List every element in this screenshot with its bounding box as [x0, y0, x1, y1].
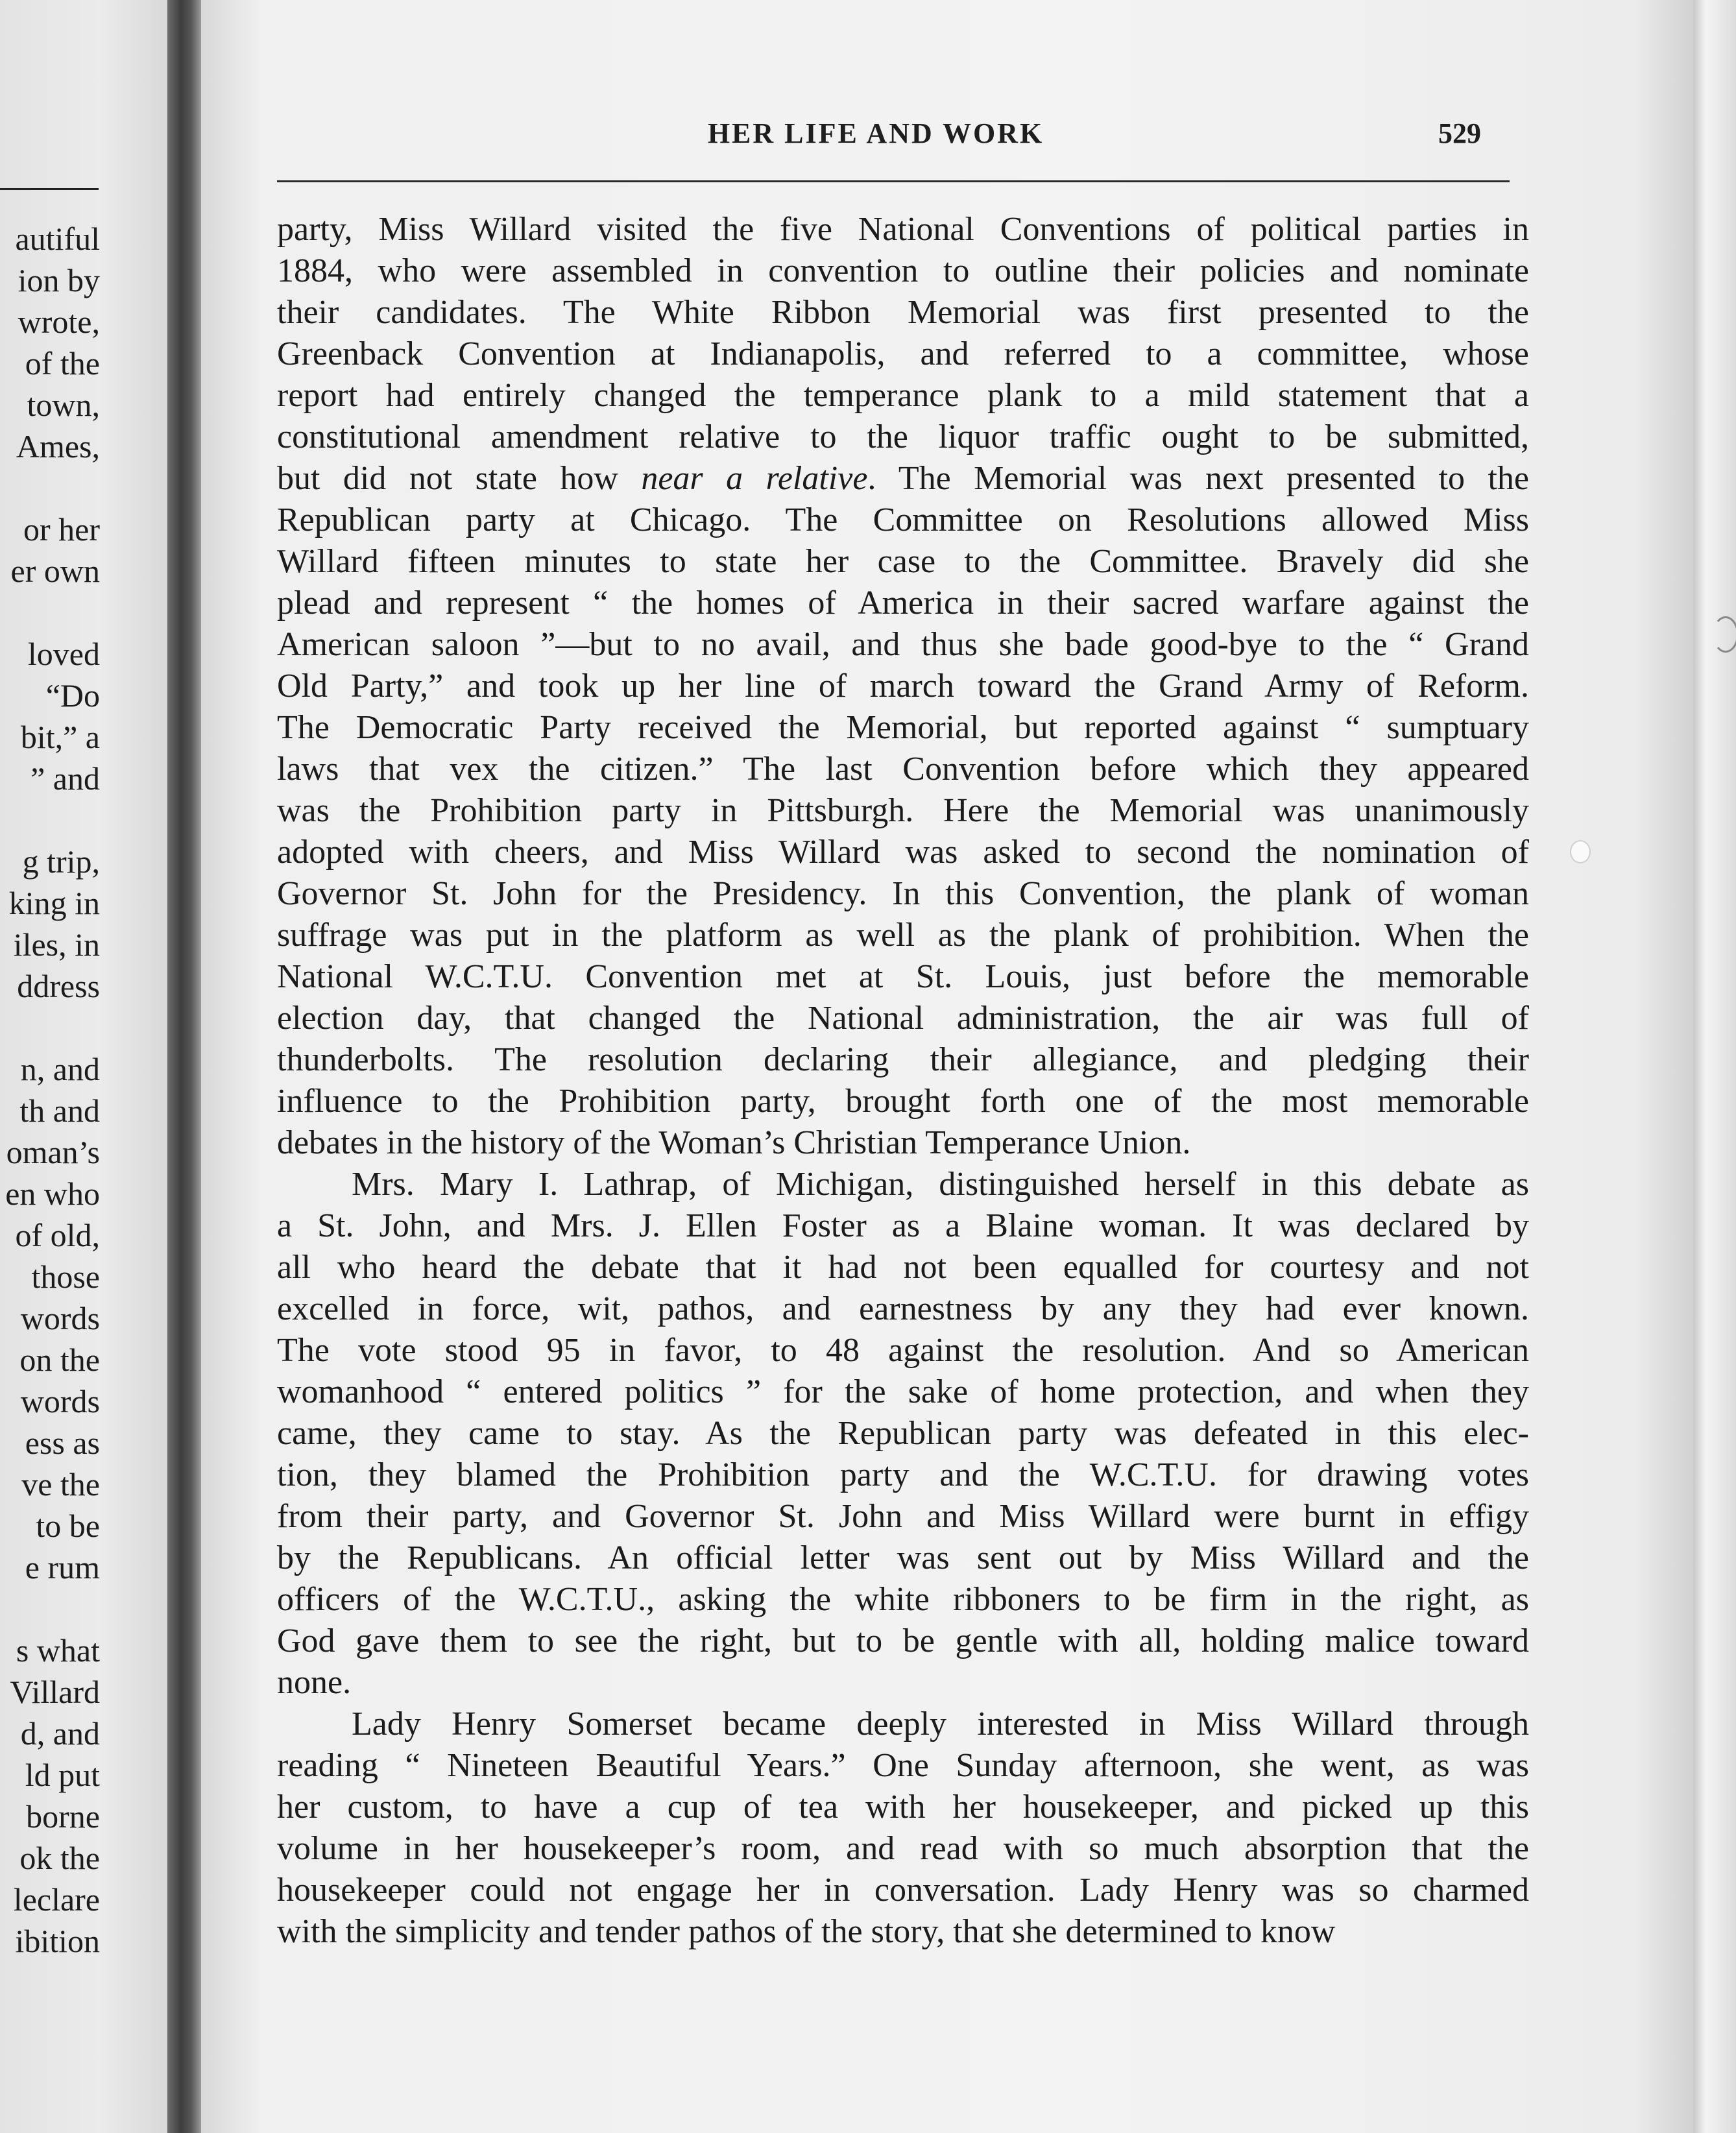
previous-page-fragment	[0, 0, 167, 2133]
left-paragraph-gap	[5, 467, 100, 509]
left-page-line: on the	[19, 1342, 100, 1378]
left-page-line: n, and	[20, 1051, 100, 1087]
left-page-line: words	[20, 1383, 100, 1419]
text-line: election day, that changed the National administration, the air was full of	[277, 1000, 1529, 1037]
left-page-line: town,	[27, 387, 100, 423]
text-line: thunderbolts. The resolution declaring their allegiance, and pledging their	[277, 1041, 1529, 1078]
text-line: The vote stood 95 in favor, to 48 against the resolution. And so American	[277, 1332, 1529, 1369]
left-page-line: loved	[27, 636, 100, 672]
text-line: by the Republicans. An official letter was sent out by Miss Willard and the	[277, 1539, 1529, 1576]
text-line: influence to the Prohibition party, brought forth one of the most memorable	[277, 1083, 1529, 1120]
left-page-line: oman’s	[6, 1134, 100, 1170]
paragraph	[277, 209, 1529, 1164]
text-line: laws that vex the citizen.” The last Convention before which they appeared	[277, 751, 1529, 788]
left-page-line: wrote,	[18, 304, 100, 340]
scan-artifact-spot	[1570, 840, 1591, 863]
text-line: debates in the history of the Woman’s Christian Temperance Union.	[277, 1124, 1191, 1161]
left-paragraph-gap	[5, 592, 100, 633]
left-page-line: ibition	[15, 1923, 100, 1959]
left-page-line: of old,	[15, 1217, 100, 1253]
left-page-line: ve the	[21, 1466, 100, 1502]
text-line: Lady Henry Somerset became deeply interested in Miss Willard through	[352, 1705, 1529, 1742]
scan-artifact-mark	[1713, 616, 1736, 653]
text-line: from their party, and Governor St. John and Miss Willard were burnt in effigy	[277, 1498, 1529, 1535]
text-line: Old Party,” and took up her line of march toward the Grand Army of Reform.	[277, 668, 1529, 705]
left-page-line: d, and	[20, 1715, 100, 1752]
left-page-line: g trip,	[22, 843, 100, 880]
left-page-line: ” and	[30, 760, 100, 797]
text-line: Greenback Convention at Indianapolis, and referred to a committee, whose	[277, 335, 1529, 372]
text-line: suffrage was put in the platform as well as the plank of prohibition. When the	[277, 917, 1529, 954]
left-page-line: leclare	[13, 1881, 100, 1918]
left-page-line: Ames,	[16, 428, 100, 464]
header-rule	[277, 180, 1510, 182]
text-line: National W.C.T.U. Convention met at St. Louis, just before the memorable	[277, 958, 1529, 995]
text-line: officers of the W.C.T.U., asking the white ribboners to be firm in the right, as	[277, 1581, 1529, 1618]
text-line: a St. John, and Mrs. J. Ellen Foster as a Blaine woman. It was declared by	[277, 1207, 1529, 1244]
left-page-line: ddress	[17, 968, 100, 1004]
left-page-line: Villard	[10, 1674, 100, 1710]
page-edge	[1693, 0, 1736, 2133]
left-page-line: “Do	[45, 677, 100, 714]
text-line: was the Prohibition party in Pittsburgh. Here the Memorial was unanimously	[277, 792, 1529, 829]
text-line: volume in her housekeeper’s room, and read with so much absorption that the	[277, 1830, 1529, 1867]
left-paragraph-gap	[5, 1007, 100, 1048]
left-page-line: s what	[16, 1632, 100, 1669]
left-page-line: those	[31, 1259, 100, 1295]
body-text	[277, 209, 1529, 1953]
paragraph	[277, 1704, 1529, 1953]
text-line: Willard fifteen minutes to state her case to the Committee. Bravely did she	[277, 543, 1529, 580]
text-line: plead and represent “ the homes of America in their sacred warfare against the	[277, 584, 1529, 621]
paragraph	[277, 1164, 1529, 1704]
left-page-line: of the	[25, 345, 100, 381]
left-page-line: ld put	[25, 1757, 100, 1793]
left-page-line: iles, in	[13, 926, 100, 963]
text-line: God gave them to see the right, but to be gentle with all, holding malice toward	[277, 1622, 1529, 1659]
text-line: with the simplicity and tender pathos of the story, that she determined to know	[277, 1913, 1336, 1950]
left-page-line: ess as	[25, 1425, 100, 1461]
left-page-line: king in	[8, 885, 100, 921]
text-line: all who heard the debate that it had not been equalled for courtesy and not	[277, 1249, 1529, 1286]
text-line: 1884, who were assembled in convention to outline their policies and nominate	[277, 252, 1529, 289]
previous-page-text	[5, 218, 100, 1962]
text-line: constitutional amendment relative to the liquor traffic ought to be submitted,	[277, 418, 1529, 455]
text-line: Republican party at Chicago. The Committee on Resolutions allowed Miss	[277, 501, 1529, 538]
left-page-line: or her	[23, 511, 100, 548]
italic-phrase: near a relative	[641, 460, 868, 497]
text-line: The Democratic Party received the Memorial, but reported against “ sumptuary	[277, 709, 1529, 746]
text-line: tion, they blamed the Prohibition party and the W.C.T.U. for drawing votes	[277, 1456, 1529, 1493]
left-page-line: er own	[10, 553, 100, 589]
left-page-line: bit,” a	[20, 719, 100, 755]
left-paragraph-gap	[5, 799, 100, 841]
text-line: Governor St. John for the Presidency. In this Convention, the plank of woman	[277, 875, 1529, 912]
left-page-line: autiful	[15, 221, 100, 257]
left-page-line: th and	[19, 1092, 100, 1129]
text-line: housekeeper could not engage her in conversation. Lady Henry was so charmed	[277, 1872, 1529, 1909]
text-line: but did not state how near a relative. The Memorial was next presented to the	[277, 460, 1529, 497]
running-title: HER LIFE AND WORK	[707, 117, 1044, 149]
text-line: party, Miss Willard visited the five National Conventions of political parties in	[277, 211, 1529, 248]
left-page-line: words	[20, 1300, 100, 1336]
left-page-line: en who	[5, 1175, 100, 1212]
text-line: her custom, to have a cup of tea with her housekeeper, and picked up this	[277, 1789, 1529, 1826]
text-line: none.	[277, 1664, 352, 1701]
left-page-line: ion by	[18, 262, 100, 298]
running-head	[276, 117, 1481, 156]
left-paragraph-gap	[5, 1588, 100, 1630]
text-line: came, they came to stay. As the Republican party was defeated in this elec-	[277, 1415, 1529, 1452]
text-line: their candidates. The White Ribbon Memorial was first presented to the	[277, 294, 1529, 331]
page-number: 529	[1438, 117, 1481, 149]
text-line: excelled in force, wit, pathos, and earnestness by any they had ever known.	[277, 1290, 1529, 1327]
text-line: Mrs. Mary I. Lathrap, of Michigan, distinguished herself in this debate as	[352, 1166, 1529, 1203]
left-page-line: to be	[36, 1508, 100, 1544]
previous-page-rule	[0, 188, 99, 190]
left-page-line: ok the	[19, 1840, 100, 1876]
left-page-line: borne	[26, 1798, 100, 1835]
text-line: womanhood “ entered politics ” for the sake of home protection, and when they	[277, 1373, 1529, 1410]
text-line: reading “ Nineteen Beautiful Years.” One Sunday afternoon, she went, as was	[277, 1747, 1529, 1784]
text-line: adopted with cheers, and Miss Willard was asked to second the nomination of	[277, 834, 1529, 871]
book-gutter	[167, 0, 201, 2133]
left-page-line: e rum	[25, 1549, 100, 1585]
page-529	[201, 0, 1693, 2133]
text-line: American saloon ”—but to no avail, and thus she bade good-bye to the “ Grand	[277, 626, 1529, 663]
text-line: report had entirely changed the temperance plank to a mild statement that a	[277, 377, 1529, 414]
